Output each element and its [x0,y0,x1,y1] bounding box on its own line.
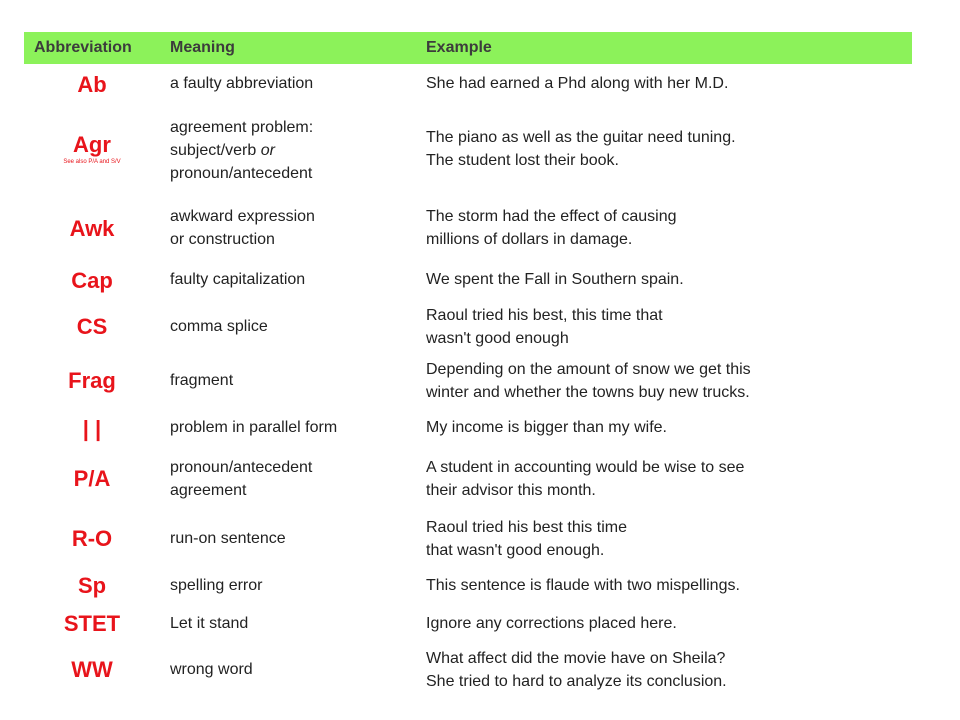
meaning [170,527,286,550]
header-meaning: Meaning [170,39,235,56]
meaning [170,205,315,251]
example-line: that wasn't good enough. [426,542,605,559]
example-line: We spent the Fall in Southern spain. [426,271,684,288]
meaning-emphasis: or [260,142,275,159]
example [426,574,740,597]
meaning [170,658,253,681]
abbreviation: | | [82,416,102,441]
example [426,358,751,404]
example [426,126,736,172]
example [426,416,667,439]
meaning [170,369,233,392]
example [426,612,677,635]
meaning [170,456,312,502]
example-line: millions of dollars in damage. [426,231,633,248]
meaning [170,416,337,439]
example-line: She tried to hard to analyze its conclusion. [426,673,727,690]
meaning [170,315,268,338]
example-line: This sentence is flaude with two mispellings. [426,577,740,594]
abbreviation: Agr [73,132,111,157]
meaning-line: agreement [170,482,247,499]
example [426,205,677,251]
meaning [170,612,248,635]
header-abbreviation: Abbreviation [34,39,132,56]
example-line: winter and whether the towns buy new trucks. [426,384,750,401]
meaning-line: run-on sentence [170,530,286,547]
abbreviation: Ab [77,72,107,97]
meaning-line: or construction [170,231,275,248]
meaning-line: awkward expression [170,208,315,225]
example-line: The student lost their book. [426,152,619,169]
meaning-line: Let it stand [170,615,249,632]
table-header [24,32,912,64]
meaning-line [170,139,313,162]
meaning-line: wrong word [170,661,253,678]
example-line: My income is bigger than my wife. [426,419,667,436]
abbreviation-note: See also P/A and S/V [63,159,121,165]
example-line: Depending on the amount of snow we get this [426,361,751,378]
abbreviation: R-O [71,526,113,551]
example-line: What affect did the movie have on Sheila? [426,650,726,667]
example-line: The storm had the effect of causing [426,208,677,225]
abbreviation: Cap [71,268,113,293]
meaning-line: a faulty abbreviation [170,75,314,92]
meaning-line: agreement problem: [170,119,314,136]
example-line: Raoul tried his best this time [426,519,627,536]
meaning-line: problem in parallel form [170,419,338,436]
example-line: She had earned a Phd along with her M.D. [426,75,729,92]
meaning-line: faulty capitalization [170,271,306,288]
example [426,268,684,291]
example-line: The piano as well as the guitar need tuning. [426,129,736,146]
abbreviation: P/A [73,466,111,491]
meaning [170,268,305,291]
meaning [170,72,313,95]
header-example: Example [426,39,492,56]
abbreviation: Frag [68,368,116,393]
example [426,647,727,693]
meaning [170,574,262,597]
abbreviation: WW [71,657,113,682]
abbreviation: Awk [69,216,115,241]
example-line: Ignore any corrections placed here. [426,615,677,632]
meaning-line: pronoun/antecedent [170,165,313,182]
abbreviation: Sp [77,573,107,598]
example-line: Raoul tried his best, this time that [426,307,663,324]
example-line: wasn't good enough [426,330,569,347]
abbreviation: STET [63,611,121,636]
example [426,304,663,350]
meaning-line: spelling error [170,577,263,594]
abbreviation: CS [76,314,108,339]
example-line: A student in accounting would be wise to see [426,459,745,476]
meaning-line: comma splice [170,318,268,335]
example [426,516,627,562]
meaning-line: fragment [170,372,234,389]
meaning-text: subject/verb [170,142,261,159]
example-line: their advisor this month. [426,482,596,499]
meaning [170,116,313,185]
example [426,456,744,502]
example [426,72,728,95]
meaning-line: pronoun/antecedent [170,459,313,476]
